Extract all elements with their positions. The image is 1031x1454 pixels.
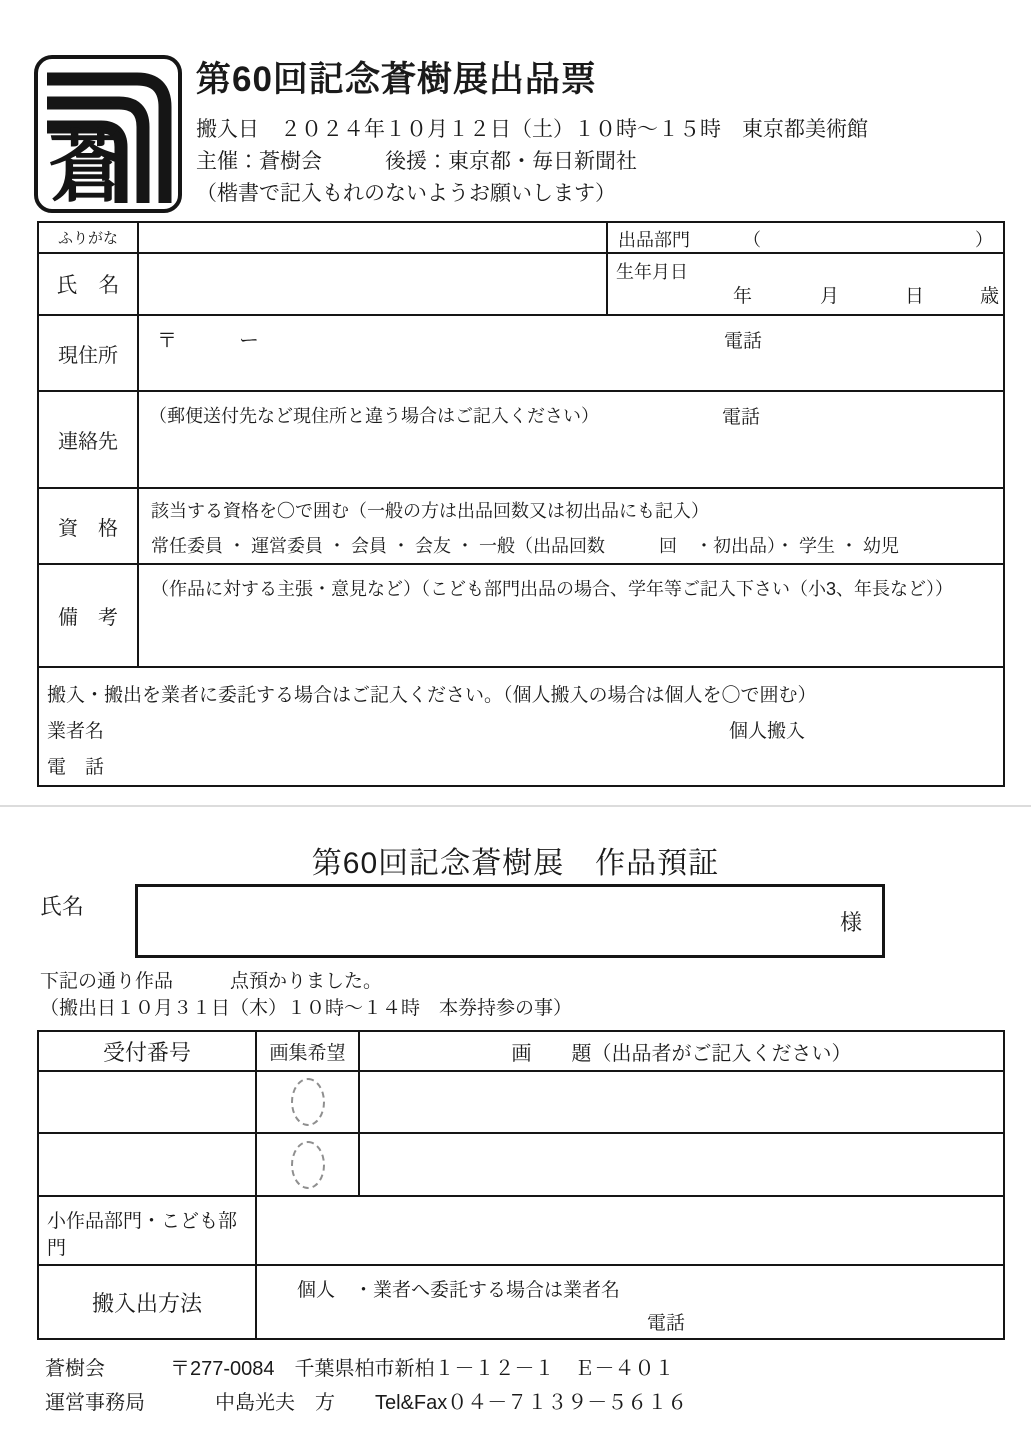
col-receipt-number: 受付番号 bbox=[39, 1032, 257, 1070]
row-contact bbox=[39, 392, 1003, 489]
page-title: 第60回記念蒼樹展出品票 bbox=[196, 60, 597, 99]
footer-org-line bbox=[45, 1352, 675, 1381]
soju-kai-logo bbox=[33, 54, 183, 214]
receipt-pickup-note: （搬出日１０月３１日（木）１０時～１４時 本券持参の事） bbox=[40, 998, 573, 1019]
carrier-note: 搬入・搬出を業者に委託する場合はご記入ください。（個人搬入の場合は個人を〇で囲む） bbox=[47, 685, 817, 706]
cut-divider-line bbox=[0, 805, 1031, 807]
receipt-entry-row bbox=[39, 1072, 1003, 1134]
footer-org: 蒼樹会 bbox=[45, 1358, 105, 1380]
receipt-number-cell bbox=[39, 1072, 257, 1132]
method-note: 個人 ・業者へ委託する場合は業者名 bbox=[297, 1280, 621, 1301]
receipt-name-box bbox=[135, 884, 885, 958]
unit-year: 年 bbox=[733, 286, 753, 307]
organizer-line: 主催：蒼樹会 後援：東京都・毎日新聞社 bbox=[196, 150, 637, 173]
remarks-content bbox=[139, 565, 1003, 666]
entry-form-table bbox=[37, 221, 1005, 787]
row-carrier bbox=[39, 668, 1003, 785]
birthdate-cell bbox=[606, 254, 1003, 314]
contact-phone-label: 電話 bbox=[722, 407, 761, 428]
unit-day: 日 bbox=[905, 286, 925, 307]
unit-month: 月 bbox=[820, 286, 840, 307]
qualification-options: 常任委員 ・ 運営委員 ・ 会員 ・ 会友 ・ 一般（出品回数 回 ・初出品）・ 学生 ・ 幼児 bbox=[151, 536, 900, 556]
row-qualification bbox=[39, 489, 1003, 565]
birthdate-label: 生年月日 bbox=[616, 262, 688, 282]
unit-age: 歳 bbox=[980, 286, 1000, 307]
carry-in-date-line: 搬入日 ２０２４年１０月１２日（土）１０時～１５時 東京都美術館 bbox=[196, 118, 868, 141]
row-remarks bbox=[39, 565, 1003, 668]
contact-label: 連絡先 bbox=[39, 392, 139, 487]
small-section-label: 小作品部門・こども部門 bbox=[39, 1197, 257, 1264]
contact-input-area bbox=[139, 392, 1003, 487]
small-section-input-area bbox=[257, 1197, 1003, 1264]
row-name bbox=[39, 254, 1003, 316]
receipt-statement: 下記の通り作品 点預かりました。 bbox=[40, 971, 383, 992]
logo-kanji: 蒼 bbox=[49, 122, 128, 213]
catalog-circle-placeholder-icon bbox=[291, 1078, 325, 1126]
postal-dash: ー bbox=[239, 330, 259, 352]
remarks-label: 備 考 bbox=[39, 565, 139, 666]
furigana-label: ふりがな bbox=[39, 223, 139, 252]
row-address bbox=[39, 316, 1003, 392]
header-text-block bbox=[196, 52, 868, 210]
name-input-area bbox=[139, 254, 606, 314]
method-content bbox=[257, 1266, 1003, 1338]
address-phone-label: 電話 bbox=[724, 331, 763, 352]
receipt-table-header bbox=[39, 1032, 1003, 1072]
catalog-cell bbox=[257, 1072, 360, 1132]
col-artwork-title: 画 題（出品者がご記入ください） bbox=[511, 1042, 852, 1065]
contact-note: （郵便送付先など現住所と違う場合はご記入ください） bbox=[149, 406, 599, 426]
row-furigana bbox=[39, 223, 1003, 254]
address-input-area bbox=[139, 316, 1003, 390]
carrier-phone-label: 電 話 bbox=[47, 757, 105, 778]
qualification-content bbox=[139, 489, 1003, 563]
artwork-title-cell bbox=[360, 1134, 1003, 1195]
carrier-vendor-label: 業者名 bbox=[47, 721, 105, 742]
receipt-table bbox=[37, 1030, 1005, 1340]
department-paren-open: （ bbox=[743, 230, 761, 250]
receipt-name-label: 氏名 bbox=[40, 894, 85, 919]
method-row bbox=[39, 1266, 1003, 1338]
catalog-cell bbox=[257, 1134, 360, 1195]
receipt-number-cell bbox=[39, 1134, 257, 1195]
method-phone-label: 電話 bbox=[647, 1313, 686, 1334]
qualification-label: 資 格 bbox=[39, 489, 139, 563]
name-label: 氏 名 bbox=[39, 254, 139, 314]
footer-office: 運営事務局 bbox=[45, 1392, 145, 1414]
receipt-honorific: 様 bbox=[839, 909, 862, 935]
soju-logo-icon bbox=[33, 54, 183, 214]
footer-address: 〒277-0084 千葉県柏市新柏１－１２－１ Ｅ－４０１ bbox=[170, 1358, 675, 1380]
qualification-note: 該当する資格を〇で囲む（一般の方は出品回数又は初出品にも記入） bbox=[151, 501, 709, 521]
remarks-note: （作品に対する主張・意見など）（こども部門出品の場合、学年等ご記入下さい（小3、年長など）） bbox=[151, 579, 954, 599]
department-paren-close: ） bbox=[975, 230, 993, 250]
artwork-title-cell bbox=[360, 1072, 1003, 1132]
footer-contact: 中島光夫 方 Tel&Fax０４－７１３９－５６１６ bbox=[215, 1392, 688, 1414]
department-cell bbox=[606, 223, 1003, 252]
footer-office-line bbox=[45, 1386, 687, 1415]
address-label: 現住所 bbox=[39, 316, 139, 390]
col-catalog-request: 画集希望 bbox=[257, 1032, 360, 1070]
catalog-circle-placeholder-icon bbox=[291, 1141, 325, 1189]
small-section-row bbox=[39, 1197, 1003, 1266]
postal-mark: 〒 bbox=[157, 330, 177, 352]
receipt-entry-row bbox=[39, 1134, 1003, 1197]
receipt-title: 第60回記念蒼樹展 作品預証 bbox=[311, 847, 720, 880]
department-label: 出品部門 bbox=[618, 230, 690, 250]
carrier-personal-label: 個人搬入 bbox=[729, 721, 806, 742]
method-label: 搬入出方法 bbox=[39, 1266, 257, 1338]
furigana-input-area bbox=[139, 223, 606, 252]
carrier-content bbox=[39, 668, 1003, 785]
instruction-line: （楷書で記入もれのないようお願いします） bbox=[196, 182, 616, 205]
